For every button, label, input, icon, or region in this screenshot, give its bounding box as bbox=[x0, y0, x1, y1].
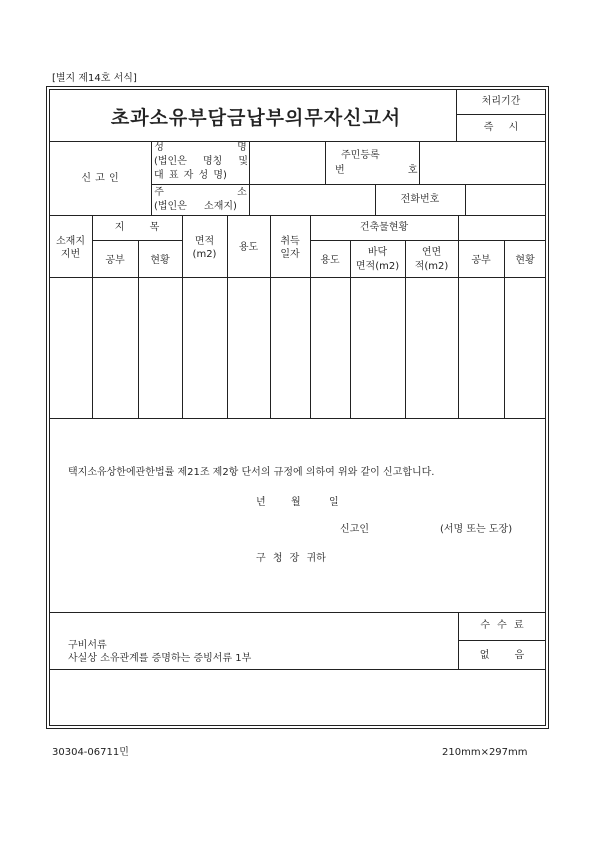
signer-label: 신고인 bbox=[340, 524, 369, 535]
phone-label: 전화번호 bbox=[400, 194, 440, 205]
name-row-bottom bbox=[151, 184, 546, 185]
documents-item: 사실상 소유관계를 증명하는 증빙서류 1부 bbox=[68, 653, 252, 664]
th-acquire-1: 취득 bbox=[280, 236, 300, 247]
address-label-sub: (법인은 소재지) bbox=[154, 201, 237, 212]
form-title: 초과소유부담금납부의무자신고서 bbox=[110, 107, 402, 129]
form-number: [별지 제14호 서식] bbox=[52, 73, 137, 84]
th-register: 공부 bbox=[471, 255, 491, 266]
th-use: 용도 bbox=[238, 242, 259, 253]
title-bottom-line bbox=[49, 141, 546, 142]
address-label: 주 소 bbox=[154, 187, 247, 198]
date-month: 월 bbox=[291, 497, 301, 508]
th-floor-2: 면적(m2) bbox=[355, 261, 400, 272]
th-current: 현황 bbox=[515, 255, 535, 266]
rrn-left-divider bbox=[325, 141, 326, 184]
processing-value: 즉 시 bbox=[483, 122, 519, 133]
th-total-1: 연면 bbox=[421, 247, 442, 258]
bottom-section-top bbox=[49, 612, 546, 613]
name-label-sub1: (법인은 명칭 및 bbox=[154, 156, 248, 167]
th-area-1: 면적 bbox=[194, 236, 215, 247]
applicant-bottom-line bbox=[49, 215, 546, 216]
fee-mid-line bbox=[458, 640, 546, 641]
footer-code: 30304-06711민 bbox=[52, 747, 129, 758]
applicant-label: 신 고 인 bbox=[81, 173, 119, 184]
rrn-label-sub: 번 호 bbox=[335, 165, 418, 176]
rrn-right-divider bbox=[419, 141, 420, 184]
date-year: 년 bbox=[256, 497, 266, 508]
processing-label: 처리기간 bbox=[481, 96, 521, 107]
col-line-9 bbox=[458, 215, 459, 418]
th-location-1: 소재지 bbox=[56, 236, 85, 247]
th-area-2: (m2) bbox=[192, 249, 217, 260]
table-header-bottom bbox=[49, 277, 546, 278]
rrn-label: 주민등록 bbox=[341, 150, 380, 161]
declaration-text: 택지소유상한에관한법률 제21조 제2항 단서의 규정에 의하여 위와 같이 신고합니다. bbox=[68, 467, 435, 478]
th-category: 지 목 bbox=[114, 222, 160, 233]
recipient: 구 청 장 귀하 bbox=[256, 553, 326, 564]
col-line-1 bbox=[92, 215, 93, 418]
date-day: 일 bbox=[329, 497, 339, 508]
fee-value: 없 음 bbox=[479, 650, 525, 661]
building-sub-line bbox=[310, 240, 546, 241]
phone-right-divider bbox=[465, 184, 466, 215]
th-location-2: 지번 bbox=[60, 249, 81, 260]
col-line-6 bbox=[310, 215, 311, 418]
table-bottom-line bbox=[49, 418, 546, 419]
th-total-2: 적(m2) bbox=[414, 261, 449, 272]
name-label-sub2: 대 표 자 성 명) bbox=[154, 170, 227, 181]
category-sub-line bbox=[92, 240, 182, 241]
signer-note: (서명 또는 도장) bbox=[440, 524, 513, 535]
th-floor-1: 바닥 bbox=[367, 247, 388, 258]
name-label-divider bbox=[249, 141, 250, 215]
th-building-use: 용도 bbox=[320, 255, 340, 266]
th-category-current: 현황 bbox=[150, 255, 170, 266]
documents-label: 구비서류 bbox=[68, 640, 107, 651]
th-acquire-2: 일자 bbox=[280, 249, 300, 260]
fee-label: 수 수 료 bbox=[480, 620, 524, 631]
th-category-register: 공부 bbox=[105, 255, 125, 266]
bottom-section-end bbox=[49, 669, 546, 670]
processing-mid-line bbox=[456, 114, 546, 115]
name-label: 성 명 bbox=[154, 142, 247, 153]
th-building: 건축물현황 bbox=[359, 222, 409, 233]
footer-size: 210mm×297mm bbox=[442, 747, 528, 758]
